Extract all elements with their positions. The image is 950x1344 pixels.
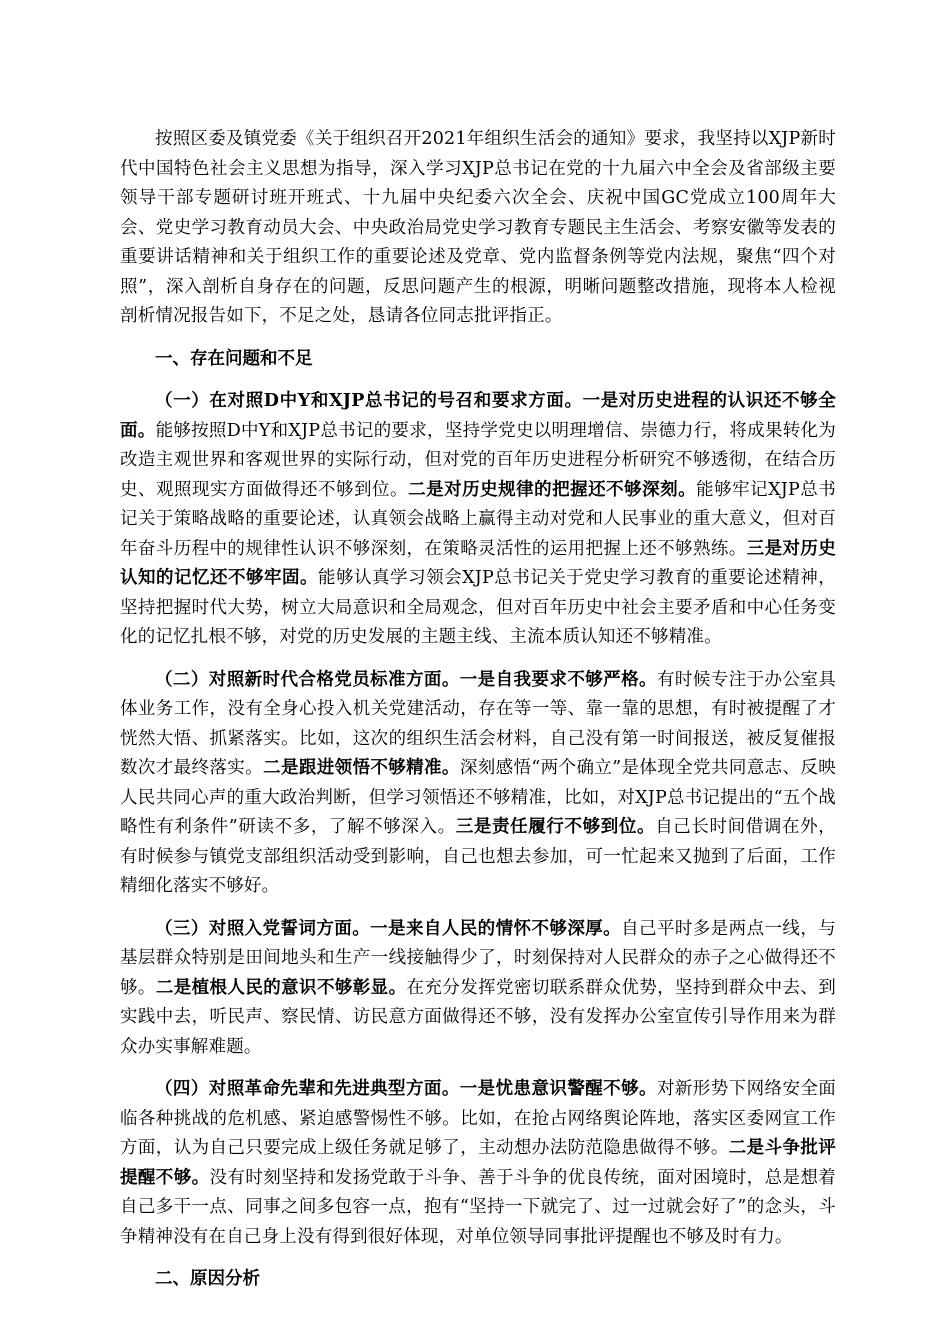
bold-point: 二是对历史规律的把握还不够深刻。 (408, 479, 697, 500)
body-text: 自己长时间借调在外，有时候参与镇党支部组织活动受到影响，自己也想去参加，可一忙起来又抛到了后面，工作精细化落实不够好。 (120, 817, 837, 896)
body-text: 自己平时多是两点一线，与基层群众特别是田间地头和生产一线接触得少了，时刻保持对人民群众的赤子之心做得还不够。 (120, 918, 836, 998)
bold-lead-1: （一）在对照D中Y和XJP总书记的号召和要求方面。一是对历史进程的认识还不够全面。 (120, 391, 836, 441)
paragraph-problem-1 (120, 387, 836, 653)
body-text: 深刻感悟“两个确立”是体现全党共同意志、反映人民共同心声的重大政治判断，但学习领悟还不够精准，比如，对XJP总书记提出的“五个战略性有利条件”研读不多，了解不够深入。 (120, 758, 836, 837)
body-text: 有时候专注于办公室具体业务工作，没有全身心投入机关党建活动，存在等一等、靠一靠的思想，有时被提醒了才恍然大悟、抓紧落实。比如，这次的组织生活会材料，自己没有第一时间报送，被反复催报数次才最终落实。 (120, 669, 836, 778)
paragraph-problem-2 (120, 666, 836, 902)
section-heading-problems: 一、存在问题和不足 (155, 348, 313, 369)
bold-point: 二是跟进领悟不够精准。 (263, 758, 460, 778)
body-text: 能够认真学习领会XJP总书记关于党史学习教育的重要论述精神，坚持把握时代大势，树立大局意识和全局观念，但对百年历史中社会主要矛盾和中心任务变化的记忆扎根不够，对党的历史发展的主题主线、主流本质认知还不够精准。 (120, 568, 836, 647)
document-body (120, 125, 836, 1308)
bold-lead-3: （三）对照入党誓词方面。一是来自人民的情怀不够深厚。 (155, 918, 622, 939)
bold-point: 二是斗争批评提醒不够。 (120, 1138, 836, 1188)
bold-lead-2: （二）对照新时代合格党员标准方面。一是自我要求不够严格。 (155, 669, 657, 690)
body-text: 对新形势下网络安全面临各种挑战的危机感、紧迫感警惕性不够。比如，在抢占网络舆论阵地，落实区委网宣工作方面，认为自己只要完成上级任务就足够了，主动想办法防范隐患做得不够。 (120, 1079, 836, 1158)
body-text: 在充分发挥党密切联系群众优势，坚持到群众中去、到实践中去，听民声、察民情、访民意方面做得还不够，没有发挥办公室宣传引导作用来为群众办实事解难题。 (120, 977, 836, 1057)
bold-point: 三是对历史认知的记忆还不够牢固。 (120, 538, 837, 588)
bold-point: 二是植根人民的意识不够彰显。 (155, 977, 407, 998)
paragraph-problem-4 (120, 1075, 836, 1252)
bold-lead-4: （四）对照革命先辈和先进典型方面。一是忧患意识警醒不够。 (155, 1079, 657, 1099)
intro-paragraph: 按照区委及镇党委《关于组织召开2021年组织生活会的通知》要求，我坚持以XJP新时代中国特色社会主义思想为指导，深入学习XJP总书记在党的十九届六中全会及省部级主要领导干部专题研讨班开班式、十九届中央纪委六次全会、庆祝中国GC党成立100周年大会、党史学习教育动员大会、中央政治局党史学习教育专题民主生活会、考察安徽等发表的重要讲话精神和关于组织工作的重要论述及党章、党内监督条例等党内法规，聚焦“四个对照”，深入剖析自身存在的问题，反思问题产生的根源，明晰问题整改措施，现将本人检视剖析情况报告如下，不足之处，恳请各位同志批评指正。 (120, 129, 836, 326)
paragraph-problem-3 (120, 915, 836, 1063)
section-heading-causes: 二、原因分析 (155, 1269, 260, 1289)
body-text: 没有时刻坚持和发扬党敢于斗争、善于斗争的优良传统，面对困境时，总是想着自己多干一点、同事之间多包容一点，抱有“坚持一下就完了、过一过就会好了”的念头，斗争精神没有在自己身上没有得到很好体现，对单位领导同事批评提醒也不够及时有力。 (120, 1167, 837, 1247)
body-text: 能够按照D中Y和XJP总书记的要求，坚持学党史以明理增信、崇德力行，将成果转化为改造主观世界和客观世界的实际行动，但对党的百年历史进程分析研究不够透彻，在结合历史、观照现实方面做得还不够到位。 (120, 420, 836, 500)
body-text: 能够牢记XJP总书记关于策略战略的重要论述，认真领会战略上赢得主动对党和人民事业的重大意义，但对百年奋斗历程中的规律性认识不够深刻，在策略灵活性的运用把握上还不够熟练。 (120, 479, 836, 559)
bold-point: 三是责任履行不够到位。 (455, 817, 656, 837)
